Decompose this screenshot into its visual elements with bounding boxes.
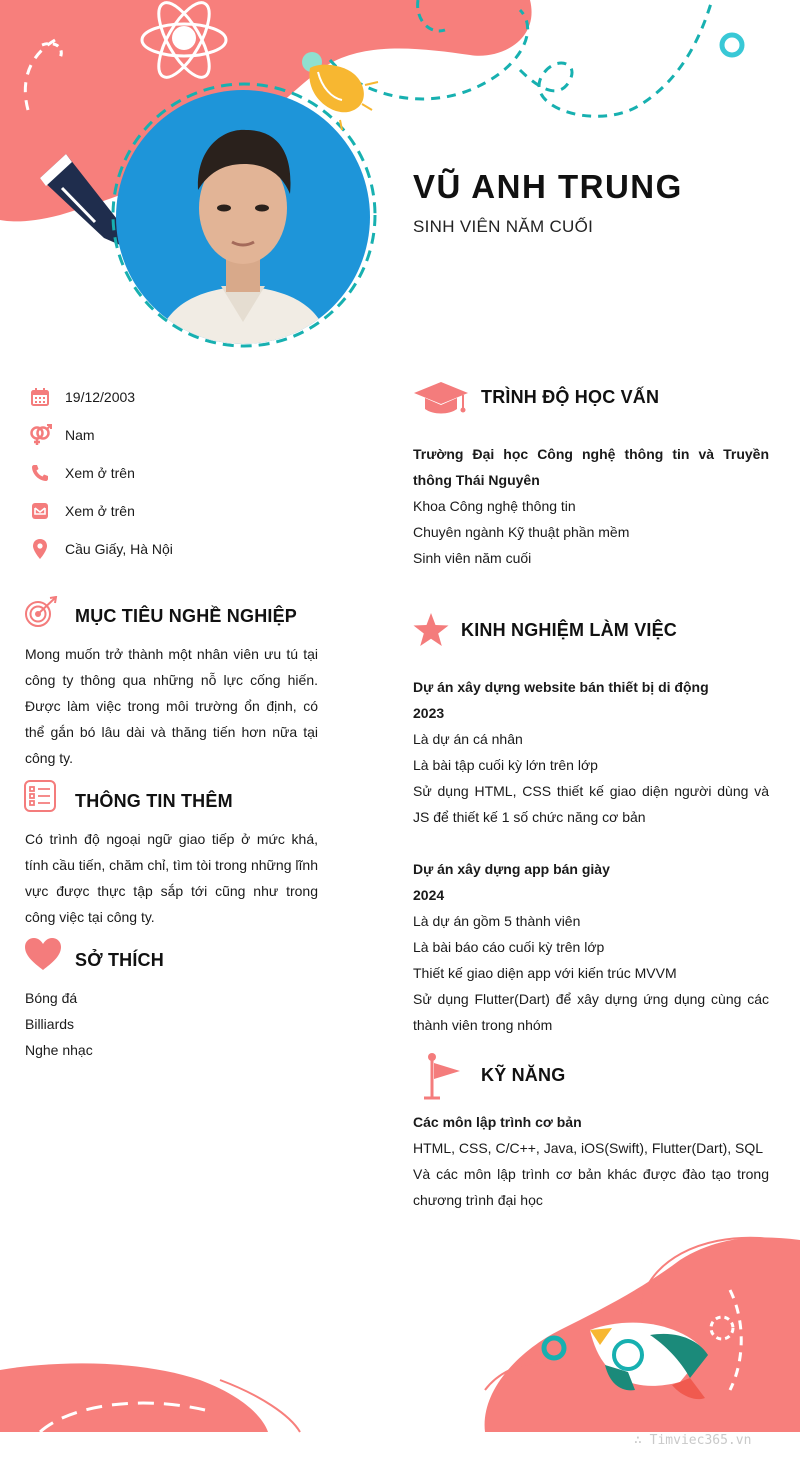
contact-dob: [28, 385, 135, 409]
contact-value: Xem ở trên: [65, 465, 135, 481]
project-name: Dự án xây dựng website bán thiết bị di động: [413, 679, 709, 695]
contact-phone: [28, 461, 135, 485]
contact-value: Cầu Giấy, Hà Nội: [65, 541, 173, 557]
contact-value: Nam: [65, 427, 95, 443]
school-name: Trường Đại học Công nghệ thông tin và Truyền thông Thái Nguyên: [413, 446, 769, 488]
skills-title: KỸ NĂNG: [481, 1065, 566, 1085]
project-line: Là dự án gồm 5 thành viên: [413, 913, 581, 929]
hobby-item: Bóng đá: [25, 990, 78, 1006]
project-line: Sử dụng HTML, CSS thiết kế giao diện người dùng và JS để thiết kế 1 số chức năng cơ bản: [413, 783, 769, 825]
project-line: Thiết kế giao diện app với kiến trúc MVVM: [413, 965, 677, 981]
calendar-icon: [28, 385, 52, 409]
education-line: Sinh viên năm cuối: [413, 550, 532, 566]
education-content: [413, 441, 769, 571]
education-title: TRÌNH ĐỘ HỌC VẤN: [481, 387, 660, 407]
education-line: Khoa Công nghệ thông tin: [413, 498, 576, 514]
project-line: Sử dụng Flutter(Dart) để xây dựng ứng dụng cùng các thành viên trong nhóm: [413, 991, 769, 1033]
heart-icon: [24, 937, 62, 976]
contact-value: Xem ở trên: [65, 503, 135, 519]
experience-project: [413, 674, 769, 830]
project-year: 2024: [413, 887, 445, 903]
skills-content: [413, 1109, 769, 1213]
experience-project: [413, 856, 769, 1038]
project-line: Là bài tập cuối kỳ lớn trên lớp: [413, 757, 598, 773]
education-line: Chuyên ngành Kỹ thuật phần mềm: [413, 524, 630, 540]
contact-gender: [28, 423, 95, 447]
graduation-cap-icon: [413, 381, 469, 420]
location-pin-icon: [28, 537, 52, 561]
hobby-item: Nghe nhạc: [25, 1042, 93, 1058]
hobbies-list: [25, 985, 93, 1063]
project-line: Là bài báo cáo cuối kỳ trên lớp: [413, 939, 605, 955]
contact-value: 19/12/2003: [65, 389, 136, 405]
contact-email: [28, 499, 135, 523]
watermark: ∴ Timviec365.vn: [634, 1433, 752, 1448]
objective-text: Mong muốn trở thành một nhân viên ưu tú tại công ty thông qua những nỗ lực cống hiến. Được làm việc trong môi trường ổn định, có thể gắn bó lâu dài và thăng tiến hơn nữa tại công ty.: [25, 646, 318, 766]
skills-line: Và các môn lập trình cơ bản khác được đào tạo trong chương trình đại học: [413, 1166, 769, 1208]
candidate-title: SINH VIÊN NĂM CUỐI: [413, 217, 594, 236]
objective-title: MỤC TIÊU NGHỀ NGHIỆP: [75, 606, 298, 626]
skills-line: HTML, CSS, C/C++, Java, iOS(Swift), Flutter(Dart), SQL: [413, 1140, 764, 1156]
experience-title: KINH NGHIỆM LÀM VIỆC: [461, 620, 678, 640]
skills-heading: Các môn lập trình cơ bản: [413, 1114, 582, 1130]
gender-icon: [28, 423, 52, 447]
phone-icon: [28, 461, 52, 485]
project-name: Dự án xây dựng app bán giày: [413, 861, 610, 877]
additional-text: Có trình độ ngoại ngữ giao tiếp ở mức khá, tính cầu tiến, chăm chỉ, tìm tòi trong những lĩnh vực được thực tập sắp tới cũng như trong công việc tại công ty.: [25, 831, 318, 925]
checklist-icon: [24, 780, 56, 817]
email-icon: [28, 499, 52, 523]
hobby-item: Billiards: [25, 1016, 75, 1032]
additional-title: THÔNG TIN THÊM: [75, 791, 233, 811]
contact-address: [28, 537, 173, 561]
flag-icon: [420, 1053, 462, 1106]
project-line: Là dự án cá nhân: [413, 731, 523, 747]
hobbies-title: SỞ THÍCH: [75, 950, 164, 970]
target-icon: [24, 596, 58, 635]
project-year: 2023: [413, 705, 445, 721]
candidate-name: VŨ ANH TRUNG: [413, 168, 683, 205]
star-icon: [413, 613, 449, 652]
profile-photo: [116, 90, 370, 344]
